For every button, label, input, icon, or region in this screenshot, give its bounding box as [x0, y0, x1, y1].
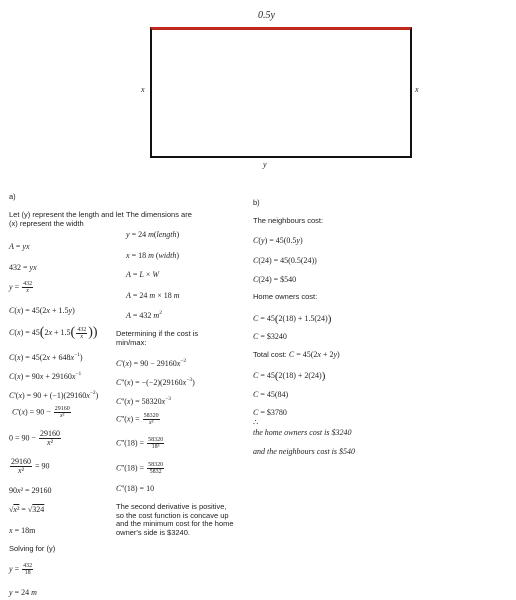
deriv-2: $C''(x) = -(-2)(29160x^{-3})$	[116, 377, 195, 387]
eq-y-432-over-x: y = $\frac{432}{x}$	[9, 281, 33, 294]
eq-ratio: $\frac{29160}{\text{x²}}$ = 90	[11, 457, 50, 475]
eq-y-432-18: y = $\frac{432}{18}$	[9, 563, 33, 576]
part-a-intro: Let (y) represent the length and let (x) represent the width	[9, 210, 124, 228]
total-2: C = 45(84)	[253, 390, 289, 399]
eq-cost-expanded: $C(x) = 90x + 29160x^{-1}$	[9, 371, 82, 381]
right-label: x	[415, 85, 419, 94]
eq-90x2: 90x² = 29160	[9, 486, 52, 495]
eq-cost: C(x) = 45(2x + 1.5y)	[9, 306, 75, 315]
eq-derivative-frac: C'(x) = 90 − $\frac{29160}{\text{x²}}$	[12, 406, 70, 419]
dim-area-values: A = 24 m × 18 m	[126, 291, 180, 300]
deriv-6: C''(18) = $\frac{58320}{5832}$	[116, 462, 164, 475]
eq-sqrt: √x² = √324	[9, 505, 45, 514]
eq-432: 432 = yx	[9, 263, 37, 272]
neighbour-1: C(y) = 45(0.5y)	[253, 236, 303, 245]
deriv-4: C''(x) = $\frac{58320}{\text{x³}}$	[116, 413, 159, 426]
minmax-heading: Determining if the cost is min/max:	[116, 329, 199, 347]
neighbour-2: C(24) = 45(0.5(24))	[253, 256, 317, 265]
owner-1: C = 45(2(18) + 1.5(24))	[253, 313, 332, 325]
eq-zero: 0 = 90 − $\frac{29160}{\text{x²}}$	[9, 429, 61, 447]
eq-cost-648: $C(x) = 45(2x + 648x^{-1})$	[9, 352, 83, 362]
eq-cost-sub: C(x) = 45(2x + 1.5( $\frac{432}{x}$ ))	[9, 325, 98, 340]
deriv-5: C''(18) = $\frac{58320}{\text{18³}}$	[116, 437, 164, 450]
dim-area-result: A = 432 $m^2$	[126, 310, 162, 320]
deriv-1: $C'(x) = 90 - 29160x^{-2}$	[116, 358, 187, 368]
dim-length: y = 24 m(length)	[126, 230, 180, 239]
total-1: C = 45(2(18) + 2(24))	[253, 370, 326, 382]
conclusion-text: The second derivative is positive, so the cost function is concave up and the minimum cost for the home owner's side is $3240.	[116, 502, 234, 537]
part-b-heading: b)	[253, 198, 260, 207]
bottom-label: y	[263, 160, 267, 169]
owner-2: C = $3240	[253, 332, 287, 341]
deriv-3: $C''(x) = 58320x^{-3}$	[116, 396, 172, 406]
dim-width: x = 18 m (width)	[126, 251, 179, 260]
neighbours-heading: The neighbours cost:	[253, 216, 324, 225]
part-a-heading: a)	[9, 192, 16, 201]
solving-for-y: Solving for (y)	[9, 544, 56, 553]
conclusion-owners: the home owners cost is $3240	[253, 428, 352, 437]
total-3: C = $3780	[253, 408, 287, 417]
deriv-7: C''(18) = 10	[116, 484, 155, 493]
dimensions-heading: The dimensions are	[126, 210, 192, 219]
neighbour-3: C(24) = $540	[253, 275, 297, 284]
eq-area: A = yx	[9, 242, 30, 251]
dim-area-formula: A = L × W	[126, 270, 160, 279]
owners-heading: Home owners cost:	[253, 292, 318, 301]
left-label: x	[141, 85, 145, 94]
field-rectangle	[150, 27, 412, 158]
eq-x-18: x = 18m	[9, 526, 36, 535]
conclusion-neighbours: and the neighbours cost is $540	[253, 447, 355, 456]
eq-derivative: $C'(x) = 90 + (-1)(29160x^{-2})$	[9, 390, 99, 400]
therefore-symbol: ∴	[253, 418, 259, 427]
eq-y-24: y = 24 m	[9, 588, 37, 597]
top-label: 0.5y	[258, 10, 275, 21]
total-cost: Total cost: C = 45(2x + 2y)	[253, 350, 340, 359]
